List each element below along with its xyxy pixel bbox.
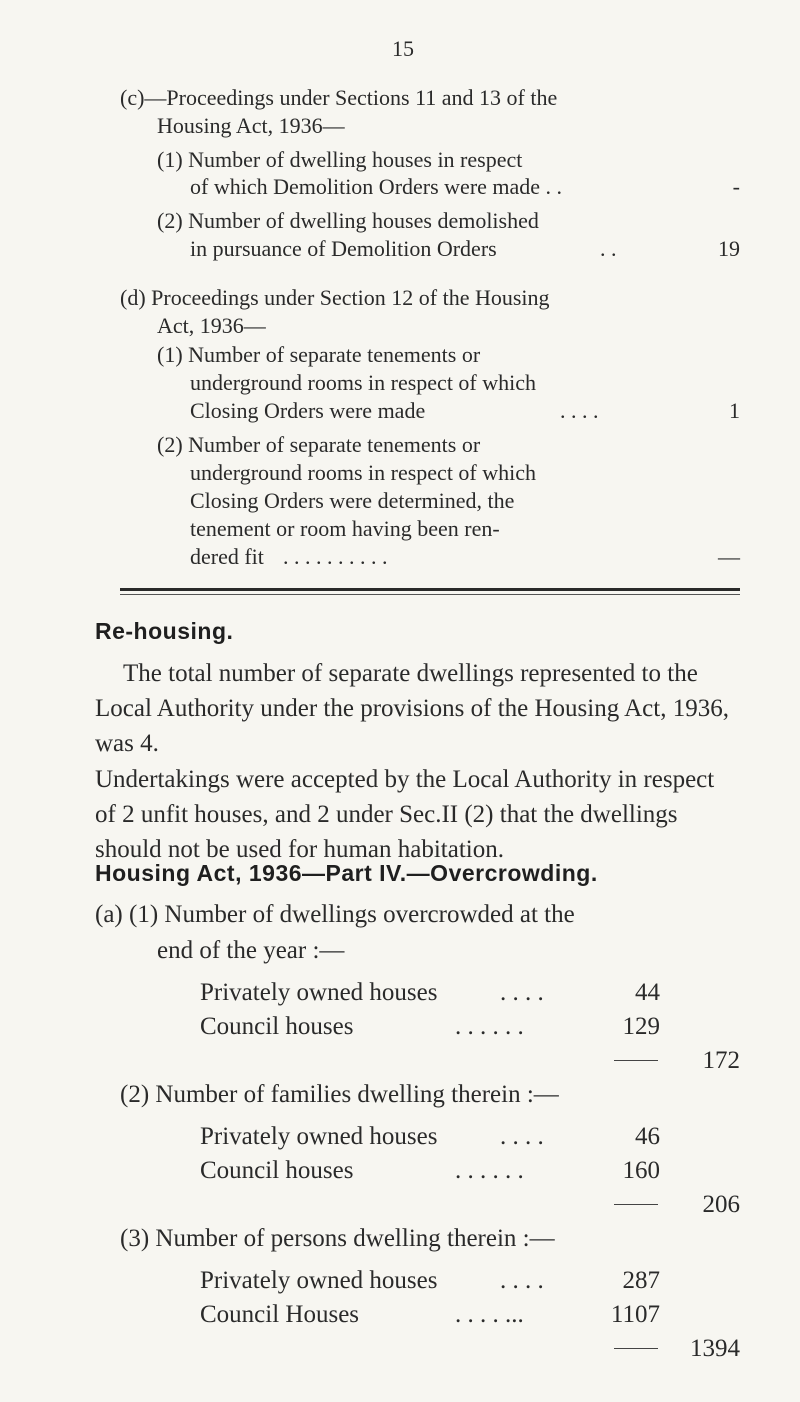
section-c-heading-line2: Housing Act, 1936— <box>157 113 345 138</box>
section-c-item1-line1: (1) Number of dwelling houses in respect <box>157 147 523 172</box>
a2-row-council-dots: . . . . . . <box>455 1157 524 1184</box>
section-d-item1-line2: underground rooms in respect of which <box>190 370 537 395</box>
a3-sum-rule <box>614 1348 658 1349</box>
a2-heading: (2) Number of families dwelling therein :— <box>120 1081 559 1108</box>
section-c-item2-dots: . . <box>600 236 617 261</box>
section-d-heading-line1: (d) Proceedings under Section 12 of the Housing <box>120 285 550 310</box>
rehousing-para2 <box>95 762 735 867</box>
section-c-item2-line2: in pursuance of Demolition Orders <box>190 236 497 261</box>
section-d-item2-line3: Closing Orders were determined, the <box>190 488 515 513</box>
divider-thin <box>120 594 740 595</box>
a2-row-private-label: Privately owned houses <box>200 1123 438 1150</box>
section-c-item1-value: - <box>732 174 740 199</box>
a1-row-council-value: 129 <box>622 1013 660 1040</box>
section-d-item2-line2: underground rooms in respect of which <box>190 460 537 485</box>
a3-row-private-value: 287 <box>622 1267 660 1294</box>
a2-sum-rule <box>614 1204 658 1205</box>
a3-row-council-value: 1107 <box>610 1301 660 1328</box>
section-d-item2-line5: dered fit <box>190 544 264 569</box>
section-d-item1-dots: . . . . <box>560 398 599 423</box>
section-c-item2-line1: (2) Number of dwelling houses demolished <box>157 208 539 233</box>
overcrowding-heading: Housing Act, 1936—Part IV.—Overcrowding. <box>95 860 598 886</box>
section-d-item1-line3: Closing Orders were made <box>190 398 426 423</box>
rehousing-heading: Re-housing. <box>95 618 234 644</box>
a2-row-private-dots: . . . . <box>500 1123 544 1150</box>
section-d-item1-line1: (1) Number of separate tenements or <box>157 342 481 367</box>
section-d-item2-line4: tenement or room having been ren- <box>190 516 500 541</box>
a3-total: 1394 <box>690 1335 740 1362</box>
a1-row-private-label: Privately owned houses <box>200 979 438 1006</box>
a2-row-council-label: Council houses <box>200 1157 354 1184</box>
a1-row-council-label: Council houses <box>200 1013 354 1040</box>
a1-row-council-dots: . . . . . . <box>455 1013 524 1040</box>
a1-line1: (a) (1) Number of dwellings overcrowded at the <box>95 901 575 928</box>
a2-total: 206 <box>702 1191 740 1218</box>
a3-row-council-dots: . . . . ... <box>455 1301 524 1328</box>
page-number: 15 <box>392 36 414 61</box>
rehousing-para1 <box>95 656 735 761</box>
a3-heading: (3) Number of persons dwelling therein :— <box>120 1225 555 1252</box>
rehousing-para2-text: Undertakings were accepted by the Local Authority in respect of 2 unfit houses, and 2 under Sec.II (2) that the dwellings should not be used for human habitation. <box>95 766 715 863</box>
rehousing-para1-text: The total number of separate dwellings represented to the Local Authority under the provisions of the Housing Act, 1936, was 4. <box>95 660 729 757</box>
a1-total: 172 <box>702 1047 740 1074</box>
section-d-item2-dots: . . . . . . . . . . <box>283 544 388 569</box>
a1-row-private-dots: . . . . <box>500 979 544 1006</box>
a3-row-private-label: Privately owned houses <box>200 1267 438 1294</box>
a1-line2: end of the year :— <box>157 937 345 964</box>
section-d-item2-value: — <box>718 544 740 569</box>
a3-row-council-label: Council Houses <box>200 1301 360 1328</box>
section-d-item1-value: 1 <box>729 398 740 423</box>
a1-row-private-value: 44 <box>635 979 660 1006</box>
divider-thick <box>120 588 740 591</box>
a1-sum-rule <box>614 1060 658 1061</box>
section-c-heading-line1: (c)—Proceedings under Sections 11 and 13 of the <box>120 85 558 110</box>
a2-row-private-value: 46 <box>635 1123 660 1150</box>
a2-row-council-value: 160 <box>622 1157 660 1184</box>
section-d-heading-line2: Act, 1936— <box>157 313 266 338</box>
section-c-item1-line2: of which Demolition Orders were made . . <box>190 174 563 199</box>
section-d-item2-line1: (2) Number of separate tenements or <box>157 432 481 457</box>
a3-row-private-dots: . . . . <box>500 1267 544 1294</box>
section-c-item2-value: 19 <box>718 236 740 261</box>
